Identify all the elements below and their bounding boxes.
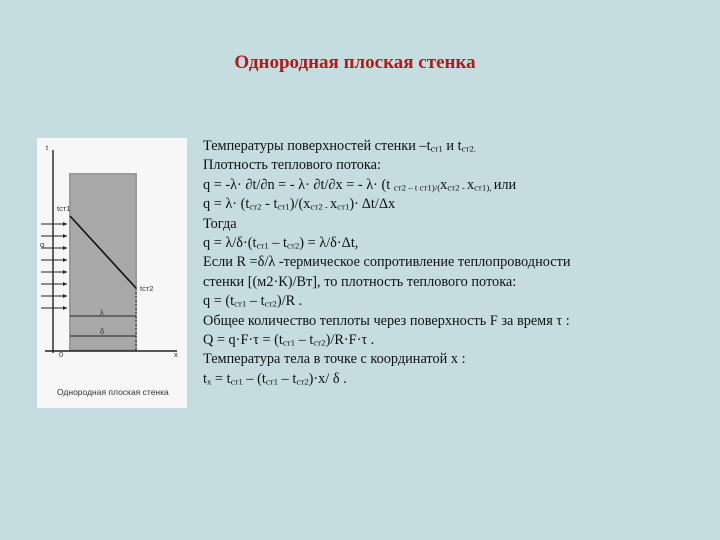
text-line-1: Температуры поверхностей стенки $-t_{ст1}$ и $t_{ст2.}$	[203, 138, 477, 154]
text-line-3: q = -λ· ∂t/∂n = - λ· ∂t/∂x = - λ· (t $_{ст2 - t ст1)/(}x_{ст2 -}$ $x_{ст1),}$ или	[203, 176, 517, 193]
formula-text-block	[203, 137, 713, 389]
text-line-7: Если R =δ/λ -термическое сопротивление теплопроводности	[203, 254, 571, 271]
text-line-13: $t_x = t_{ст1} - (t_{ст1} - t_{ст2})\cdot x/$ δ .	[203, 370, 347, 387]
text-line-8: стенки [(м2·К)/Вт], то плотность теплового потока:	[203, 273, 517, 290]
text-line-10: Общее количество теплоты через поверхность F за время τ :	[203, 312, 570, 329]
t-axis-label: t	[46, 143, 49, 152]
text-line-9: $q = (t_{ст1} - t_{ст2})/R$ .	[203, 293, 303, 310]
t-wall2-label: tст2	[140, 284, 154, 293]
text-line-2: Плотность теплового потока:	[203, 157, 381, 174]
text-line-12: Температура тела в точке с координатой x :	[203, 351, 466, 368]
text-line-4: $q = \lambda\cdot (t_{ст2} - t_{ст1})/(x_{ст2 -}$ $x_{ст1})\cdot \Delta t/\Delta x$	[203, 196, 396, 213]
origin-label: 0	[59, 350, 64, 359]
t-wall1-label: tст1	[57, 204, 71, 213]
lambda-label: λ	[100, 308, 104, 317]
x-axis-label: x	[174, 350, 178, 359]
q-label: q	[40, 240, 45, 249]
text-line-5: Тогда	[203, 215, 237, 232]
text-line-6: $q = \lambda/\delta\cdot(t_{ст1} - t_{ст2}) = \lambda/\delta\cdot\Delta t$,	[203, 235, 359, 252]
delta-label: δ	[100, 327, 105, 336]
wall-diagram	[37, 138, 187, 408]
wall-diagram-drawing	[37, 138, 187, 408]
figure-caption: Однородная плоская стенка	[57, 387, 169, 397]
text-line-11: $Q = q\cdot F\cdot\tau = (t_{ст1} - t_{ст2})/R\cdot F\cdot\tau$ .	[203, 332, 375, 349]
slide-title: Однородная плоская стенка	[234, 52, 476, 73]
